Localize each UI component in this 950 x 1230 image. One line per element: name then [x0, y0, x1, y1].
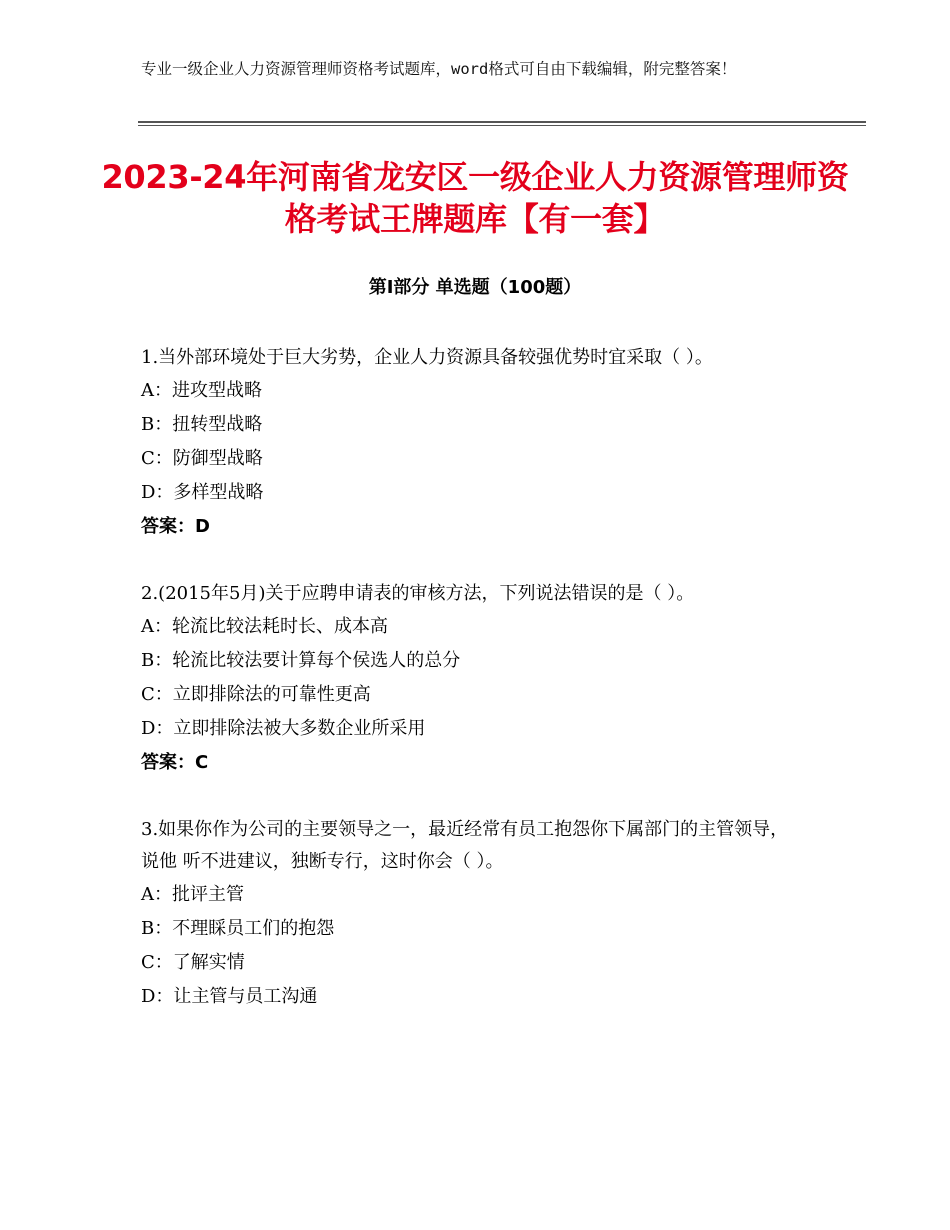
header-divider-thick	[138, 121, 866, 123]
answer: 答案：C	[141, 752, 209, 773]
answer: 答案：D	[141, 516, 210, 537]
question-stem: 1.当外部环境处于巨大劣势，企业人力资源具备较强优势时宜采取（ ）。	[141, 347, 713, 368]
section-title: 第Ⅰ部分 单选题（100题）	[368, 277, 582, 298]
option-c: C：防御型战略	[141, 448, 263, 469]
question-stem: 3.如果你作为公司的主要领导之一，最近经常有员工抱怨你下属部门的主管领导，说他 听不进建议，独断专行，这时你会（ ）。	[141, 819, 789, 872]
option-d: D：让主管与员工沟通	[141, 986, 318, 1007]
option-c: C：立即排除法的可靠性更高	[141, 684, 371, 705]
document-title: 2023-24年河南省龙安区一级企业人力资源管理师资格考试王牌题库【有一套】	[101, 158, 849, 238]
header-divider-thin	[138, 125, 866, 126]
question-list	[141, 342, 801, 1048]
option-a: A：批评主管	[141, 884, 244, 905]
option-b: B：轮流比较法要计算每个侯选人的总分	[141, 650, 461, 671]
question-1	[141, 342, 801, 544]
option-b: B：不理睬员工们的抱怨	[141, 918, 335, 939]
option-a: A：轮流比较法耗时长、成本高	[141, 616, 388, 637]
option-a: A：进攻型战略	[141, 380, 262, 401]
question-stem: 2.(2015年5月)关于应聘申请表的审核方法，下列说法错误的是（ ）。	[141, 583, 695, 604]
question-2	[141, 578, 801, 780]
option-d: D：多样型战略	[141, 482, 264, 503]
header-note: 专业一级企业人力资源管理师资格考试题库，word格式可自由下载编辑，附完整答案！	[141, 60, 737, 78]
option-b: B：扭转型战略	[141, 414, 263, 435]
option-c: C：了解实情	[141, 952, 245, 973]
question-3	[141, 814, 801, 1014]
option-d: D：立即排除法被大多数企业所采用	[141, 718, 426, 739]
